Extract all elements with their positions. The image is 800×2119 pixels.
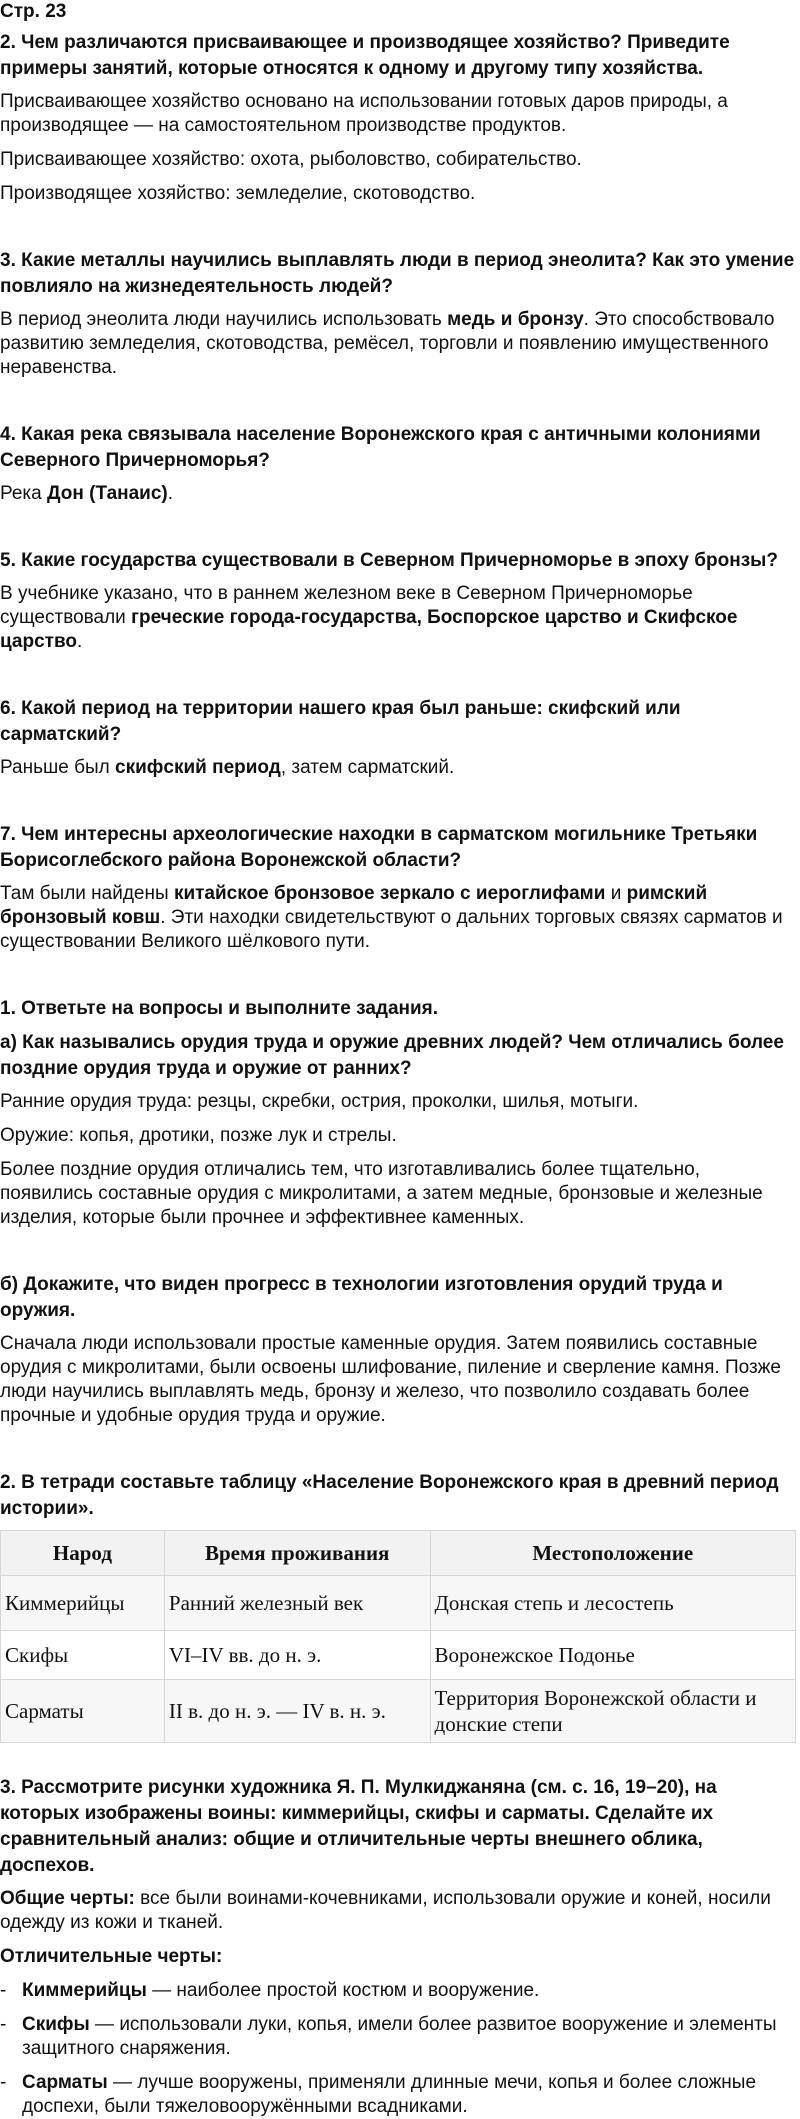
distinctive-features-list	[0, 1979, 796, 2119]
task-heading: 1. Ответьте на вопросы и выполните задания.	[0, 998, 439, 1019]
answer-paragraph: Присваивающее хозяйство основано на использовании готовых даров природы, а производящее — на самостоятельном производстве продуктов.	[0, 91, 728, 136]
dash-bullet: -	[0, 2014, 7, 2035]
question-7	[0, 822, 796, 954]
table-row	[1, 1576, 796, 1631]
table-cell: Киммерийцы	[1, 1576, 165, 1631]
table-cell: Сарматы	[1, 1680, 165, 1743]
question-3	[0, 248, 796, 380]
question-5	[0, 548, 796, 654]
table-header-cell: Народ	[1, 1531, 165, 1576]
population-table	[0, 1530, 796, 1743]
question-heading: 4. Какая река связывала население Воронежского края с античными колониями Северного Причерноморья?	[0, 424, 761, 471]
question-4	[0, 422, 796, 506]
list-item: - Сарматы — лучше вооружены, применяли длинные мечи, копья и более сложные доспехи, были тяжеловооружёнными всадниками.	[0, 2072, 757, 2117]
answer-paragraph: Производящее хозяйство: земледелие, скотоводство.	[0, 183, 476, 204]
answer-paragraph: Оружие: копья, дротики, позже лук и стрелы.	[0, 1125, 397, 1146]
question-heading: 3. Какие металлы научились выплавлять люди в период энеолита? Как это умение повлияло на жизнедеятельность людей?	[0, 250, 795, 297]
answer-paragraph: Сначала люди использовали простые каменные орудия. Затем появились составные орудия с микролитами, были освоены шлифование, пиление и сверление камня. Позже люди научились выплавлять медь, бронзу и железо, что позволило создавать более прочные и удобные орудия труда и оружие.	[0, 1333, 781, 1426]
question-heading: 7. Чем интересны археологические находки в сарматском могильнике Третьяки Борисоглебского района Воронежской области?	[0, 824, 758, 871]
distinctive-features-label: Отличительные черты:	[0, 1946, 223, 1967]
table-cell: Воронежское Подонье	[430, 1631, 795, 1680]
answer-paragraph: Там были найдены китайское бронзовое зеркало с иероглифами и римский бронзовый ковш. Эти находки свидетельствуют о дальних торговых связях сарматов и существовании Великого шёлкового пути.	[0, 883, 783, 952]
question-heading: б) Докажите, что виден прогресс в технологии изготовления орудий труда и оружия.	[0, 1274, 723, 1321]
question-2	[0, 30, 796, 206]
answer-paragraph: В период энеолита люди научились использовать медь и бронзу. Это способствовало развитию земледелия, скотоводства, ремёсел, торговли и появлению имущественного неравенства.	[0, 309, 775, 378]
table-row	[1, 1680, 796, 1743]
page-number: Стр. 23	[0, 1, 67, 22]
common-features: Общие черты: все были воинами-кочевниками, использовали оружие и коней, носили одежду из кожи и тканей.	[0, 1888, 771, 1933]
question-heading: 2. Чем различаются присваивающее и производящее хозяйство? Приведите примеры занятий, которые относятся к одному и другому типу хозяйства.	[0, 32, 730, 79]
table-cell: II в. до н. э. — IV в. н. э.	[164, 1680, 430, 1743]
table-cell: Территория Воронежской области и донские степи	[430, 1680, 795, 1743]
task-2	[0, 1470, 796, 1743]
table-cell: Донская степь и лесостепь	[430, 1576, 795, 1631]
table-header-cell: Время проживания	[164, 1531, 430, 1576]
table-header-cell: Местоположение	[430, 1531, 795, 1576]
task-3	[0, 1775, 796, 2119]
question-6	[0, 696, 796, 780]
question-heading: 5. Какие государства существовали в Северном Причерноморье в эпоху бронзы?	[0, 550, 778, 571]
answer-paragraph: Раньше был скифский период, затем сарматский.	[0, 757, 455, 778]
table-cell: Ранний железный век	[164, 1576, 430, 1631]
answer-paragraph: Присваивающее хозяйство: охота, рыболовство, собирательство.	[0, 149, 582, 170]
table-row	[1, 1631, 796, 1680]
question-heading: 6. Какой период на территории нашего края был раньше: скифский или сарматский?	[0, 698, 681, 745]
question-heading: 2. В тетради составьте таблицу «Население Воронежского края в древний период истории».	[0, 1472, 779, 1519]
task-1	[0, 996, 796, 1428]
dash-bullet: -	[0, 1980, 7, 2001]
dash-bullet: -	[0, 2072, 7, 2093]
answer-paragraph: Река Дон (Танаис).	[0, 483, 174, 504]
table-cell: VI–IV вв. до н. э.	[164, 1631, 430, 1680]
table-header-row	[1, 1531, 796, 1576]
table-cell: Скифы	[1, 1631, 165, 1680]
question-heading: 3. Рассмотрите рисунки художника Я. П. Мулкиджаняна (см. с. 16, 19–20), на которых изображены воины: киммерийцы, скифы и сарматы. Сделайте их сравнительный анализ: общие и отличительные черты внешнего облика, доспехов.	[0, 1777, 717, 1876]
answer-paragraph: Ранние орудия труда: резцы, скребки, острия, проколки, шилья, мотыги.	[0, 1091, 639, 1112]
question-heading: а) Как назывались орудия труда и оружие древних людей? Чем отличались более поздние орудия труда и оружие от ранних?	[0, 1032, 784, 1079]
list-item: - Киммерийцы — наиболее простой костюм и вооружение.	[0, 1980, 540, 2001]
answer-paragraph: Более поздние орудия отличались тем, что изготавливались более тщательно, появились составные орудия с микролитами, а затем медные, бронзовые и железные изделия, которые были прочнее и эффективнее каменных.	[0, 1159, 763, 1228]
answer-paragraph: В учебнике указано, что в раннем железном веке в Северном Причерноморье существовали греческие города-государства, Боспорское царство и Скифское царство.	[0, 583, 738, 652]
list-item: - Скифы — использовали луки, копья, имели более развитое вооружение и элементы защитного снаряжения.	[0, 2014, 777, 2059]
